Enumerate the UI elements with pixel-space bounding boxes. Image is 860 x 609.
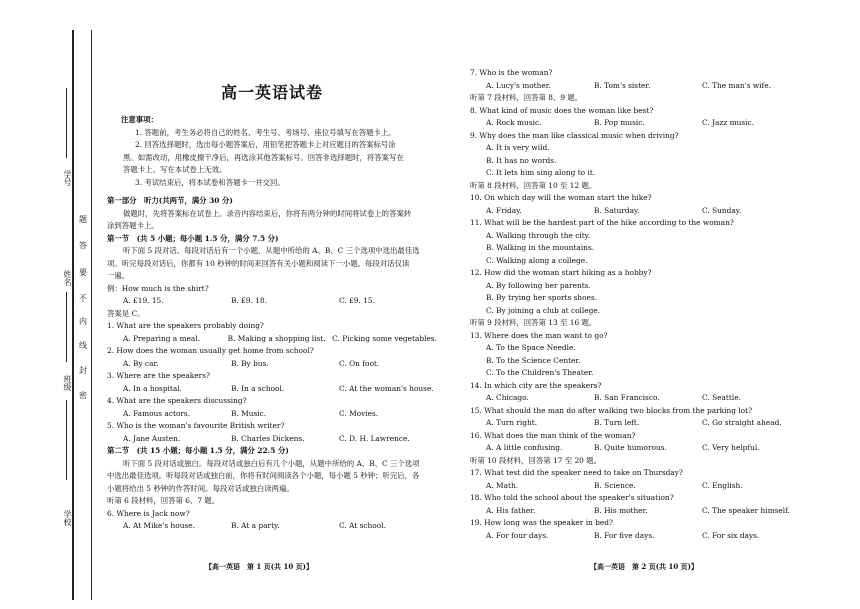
option-a: A. His father. xyxy=(486,505,536,515)
option-c: C. To the Children's Theater. xyxy=(486,368,594,377)
option-c: C. On foot. xyxy=(339,358,380,368)
option-a: A. By following her parents. xyxy=(486,280,591,290)
notice-line: 答题卡上。写在本试卷上无效。 xyxy=(123,165,227,174)
option-c: C. At school. xyxy=(339,521,386,530)
section2-intro-line: 小题将给出 5 秒钟的作答时间。每段对话或独白读两遍。 xyxy=(107,483,294,493)
option-a: A. It is very wild. xyxy=(486,143,550,152)
option-a: A. Jane Austen. xyxy=(123,433,181,443)
option-c: C. English. xyxy=(702,480,743,490)
option-c: C. D. H. Lawrence. xyxy=(339,433,410,443)
seal-char: 答 xyxy=(79,241,87,250)
seal-char: 内 xyxy=(79,317,87,326)
notice-line: 黑。如需改动，用橡皮擦干净后，再选涂其他答案标号。回答非选择题时，将答案写在 xyxy=(123,152,404,162)
option-a: A. By car. xyxy=(123,358,159,368)
section1-intro-line: 听下面 5 段对话。每段对话后有一个小题，从题中所给的 A、B、C 三个选项中选出最佳选 xyxy=(123,246,420,255)
option-b: B. Pop music. xyxy=(594,118,645,127)
question-text: 3. Where are the speakers? xyxy=(107,371,210,380)
question-options xyxy=(470,505,790,518)
question-text: 8. What kind of music does the woman like best? xyxy=(470,105,654,115)
option-b: B. By trying her sports shoes. xyxy=(486,293,598,302)
option-b: B. Saturday. xyxy=(594,205,640,215)
question-options xyxy=(470,480,790,493)
option-b: B. £9. 18. xyxy=(231,296,267,305)
option-b: B. For five days. xyxy=(594,530,655,540)
section2-intro-line: 听下面 5 段对话或独白。每段对话或独白后有几个小题，从题中所给的 A、B、C 三个选项 xyxy=(123,458,420,468)
option-a: A. Friday. xyxy=(486,205,522,215)
option-c: C. The man's wife. xyxy=(702,80,771,90)
option-a: A. A little confusing. xyxy=(486,443,563,452)
notice-line: 1. 答题前，考生务必将自己的姓名、考生号、考场号、座位号填写在答题卡上。 xyxy=(135,127,396,137)
part1-intro-line: 做题时，先将答案标在试卷上。录音内容结束后，你将有两分钟的时间将试卷上的答案转 xyxy=(123,208,412,218)
material-instruction: 听第 10 段材料，回答第 17 至 20 题。 xyxy=(470,455,601,465)
part1-heading: 第一部分 听力(共两节，满分 30 分) xyxy=(107,196,233,205)
option-a: A. Lucy's mother. xyxy=(486,80,551,90)
option-a: A. Preparing a meal. xyxy=(123,333,201,343)
name-line xyxy=(66,292,67,362)
question-options xyxy=(107,433,437,446)
question-options xyxy=(470,117,790,130)
option-b: B. Turn left. xyxy=(594,418,640,427)
question-options xyxy=(470,205,790,218)
option-b: B. Tom's sister. xyxy=(594,80,651,90)
student-number-label: 学号 xyxy=(63,170,72,186)
option-c: C. Sunday. xyxy=(702,205,742,215)
seal-char: 要 xyxy=(79,268,87,277)
question-text: 18. Who told the school about the speaker's situation? xyxy=(470,493,674,502)
option-a: A. To the Space Needle. xyxy=(486,343,576,352)
option-a: A. Walking through the city. xyxy=(486,230,591,240)
question-options xyxy=(470,442,790,455)
question-options xyxy=(107,520,437,533)
page1-footer: 【高一英语 第 1 页(共 10 页)】 xyxy=(205,562,313,571)
material-instruction: 听第 8 段材料，回答第 10 至 12 题。 xyxy=(470,180,597,190)
option-c: C. At the woman's house. xyxy=(339,383,434,393)
material-instruction: 听第 9 段材料，回答第 13 至 16 题。 xyxy=(470,318,597,327)
material-instruction: 听第 7 段材料，回答第 8、9 题。 xyxy=(470,93,583,102)
option-c: C. Movies. xyxy=(339,408,379,418)
question-text: 10. On which day will the woman start the hike? xyxy=(470,193,652,202)
question-text: 15. What should the man do after walking two blocks from the parking lot? xyxy=(470,405,753,415)
question-text: 19. How long was the speaker in bed? xyxy=(470,518,613,527)
option-b: B. Music. xyxy=(231,408,267,418)
option-a: A. Turn right. xyxy=(486,418,538,427)
section1-intro-line: 一遍。 xyxy=(107,271,130,280)
question-text: 12. How did the woman start hiking as a hobby? xyxy=(470,268,652,277)
page2-footer: 【高一英语 第 2 页(共 10 页)】 xyxy=(590,562,698,571)
exam-page-2 xyxy=(470,67,790,542)
example-question: 例：How much is the shirt? xyxy=(107,283,209,293)
question-text: 2. How does the woman usually get home from school? xyxy=(107,346,314,355)
option-c: C. Walking along a college. xyxy=(486,255,588,265)
option-a: A. Famous actors. xyxy=(123,408,191,418)
inner-binding-line xyxy=(91,30,92,600)
option-a: A. Chicago. xyxy=(486,393,529,402)
option-a: A. At Mike's house. xyxy=(123,521,196,530)
option-c: C. The speaker himself. xyxy=(701,505,790,515)
question-options xyxy=(107,408,437,421)
part1-intro-line: 涂到答题卡上。 xyxy=(107,221,159,230)
option-c: C. It lets him sing along to it. xyxy=(486,168,596,177)
material-instruction: 听第 6 段材料，回答第 6、7 题。 xyxy=(107,496,220,505)
question-text: 16. What does the man think of the woman? xyxy=(470,430,636,440)
option-c: C. By joining a club at college. xyxy=(486,305,601,315)
question-options xyxy=(107,333,437,346)
option-b: B. In a school. xyxy=(231,383,285,393)
option-b: B. His mother. xyxy=(593,505,648,515)
notice-heading: 注意事项： xyxy=(121,115,158,124)
option-b: B. Science. xyxy=(594,480,636,490)
question-text: 1. What are the speakers probably doing? xyxy=(107,321,264,330)
option-b: B. San Francisco. xyxy=(594,393,660,402)
question-options xyxy=(107,358,437,371)
question-text: 7. Who is the woman? xyxy=(470,68,553,77)
option-b: B. Charles Dickens. xyxy=(231,433,305,443)
option-b: B. Quite humorous. xyxy=(594,443,667,452)
question-text: 14. In which city are the speakers? xyxy=(470,380,602,390)
question-options xyxy=(107,383,437,396)
binding-margin xyxy=(0,0,100,609)
option-a: A. £19. 15. xyxy=(123,296,164,305)
seal-char: 题 xyxy=(79,215,87,224)
seal-char: 不 xyxy=(79,294,87,303)
option-b: B. It has no words. xyxy=(486,155,557,165)
class-line xyxy=(66,400,67,480)
question-options xyxy=(470,80,790,93)
seal-char: 线 xyxy=(79,341,87,350)
option-a: A. Rock music. xyxy=(486,118,542,127)
option-b: B. By bus. xyxy=(231,358,269,368)
section2-heading: 第二节 (共 15 小题；每小题 1.5 分，满分 22.5 分) xyxy=(107,446,289,455)
option-c: C. Jazz music. xyxy=(702,118,755,127)
option-a: A. Math. xyxy=(486,480,519,490)
exam-title: 高一英语试卷 xyxy=(220,83,323,102)
option-c: C. For six days. xyxy=(702,530,760,540)
notice-line: 3. 考试结束后，将本试卷和答题卡一并交回。 xyxy=(135,177,285,187)
question-text: 13. Where does the man want to go? xyxy=(470,330,608,340)
student-number-line xyxy=(66,88,67,158)
seal-char: 密 xyxy=(79,391,87,400)
option-a: A. For four days. xyxy=(486,530,549,540)
question-text: 17. What test did the speaker need to take on Thursday? xyxy=(470,468,683,477)
outer-binding-line xyxy=(72,30,74,600)
example-answer: 答案是 C。 xyxy=(107,308,145,318)
question-text: 5. Who is the woman's favourite British writer? xyxy=(107,421,285,430)
class-label: 班级 xyxy=(63,375,72,391)
seal-char: 封 xyxy=(79,366,87,375)
option-b: B. To the Science Center. xyxy=(486,355,581,365)
option-c: C. Picking some vegetables. xyxy=(332,333,437,343)
option-b: B. At a party. xyxy=(231,521,280,530)
question-text: 6. Where is Jack now? xyxy=(107,508,190,518)
section2-intro-line: 中选出最佳选项。听每段对话或独白前，你将有时间阅读各个小题，每小题 5 秒钟；听完后，各 xyxy=(107,471,420,480)
section1-heading: 第一节 (共 5 小题；每小题 1.5 分，满分 7.5 分) xyxy=(107,233,279,243)
option-a: A. In a hospital. xyxy=(123,383,183,393)
question-text: 4. What are the speakers discussing? xyxy=(107,396,247,405)
section1-intro-line: 项。听完每段对话后，你都有 10 秒钟的时间来回答有关小题和阅读下一小题。每段对话仅读 xyxy=(107,258,410,268)
option-c: C. £9. 15. xyxy=(339,296,375,305)
question-options xyxy=(470,530,790,543)
question-text: 9. Why does the man like classical music when driving? xyxy=(470,130,679,140)
question-options xyxy=(470,417,790,430)
option-c: C. Very helpful. xyxy=(702,443,760,452)
option-c: C. Seattle. xyxy=(702,393,741,402)
question-text: 11. What will be the hardest part of the hike according to the woman? xyxy=(470,218,734,227)
option-b: B. Making a shopping list. xyxy=(227,333,326,343)
option-b: B. Walking in the mountains. xyxy=(486,243,595,252)
exam-page-1 xyxy=(107,82,437,533)
option-c: C. Go straight ahead. xyxy=(702,418,782,427)
question-options xyxy=(470,392,790,405)
school-label: 学校 xyxy=(63,510,72,526)
name-label: 姓名 xyxy=(63,270,72,286)
notice-line: 2. 回答选择题时，选出每小题答案后，用铅笔把答题卡上对应题目的答案标号涂 xyxy=(135,140,396,149)
example-options xyxy=(107,295,437,308)
